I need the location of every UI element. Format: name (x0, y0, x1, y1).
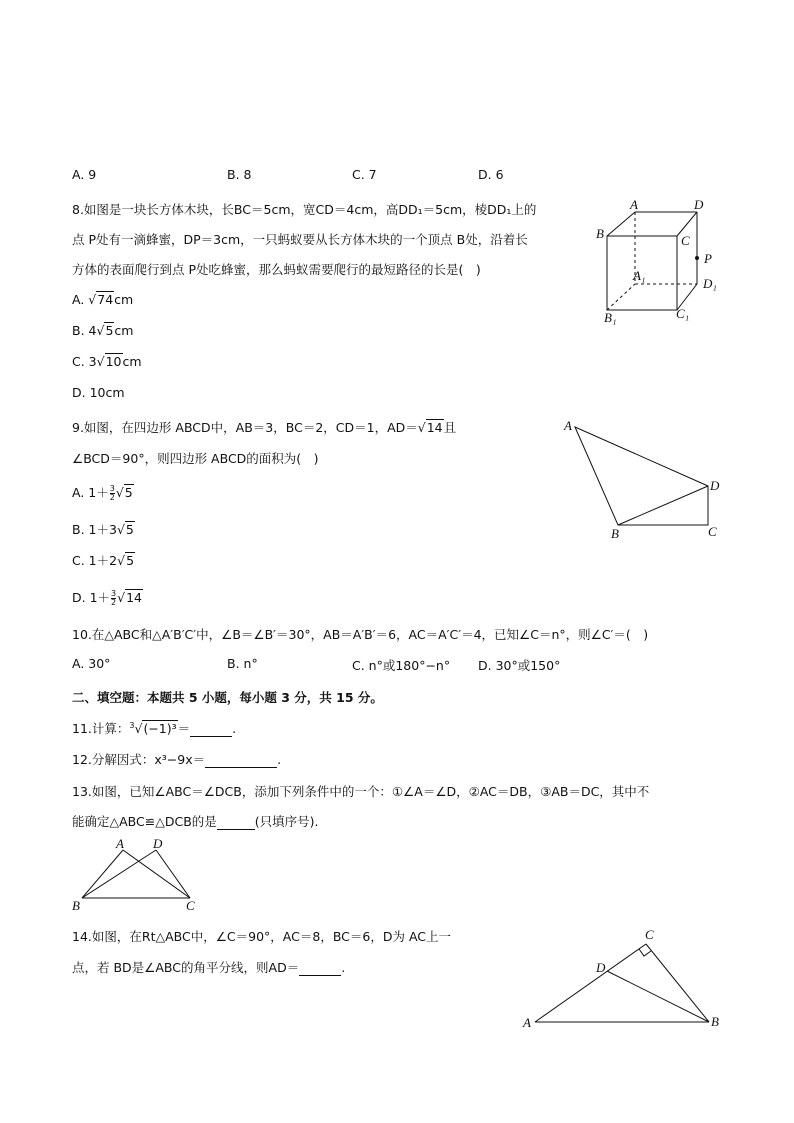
q13-line2: 能确定△ABC≌△DCB的是 (只填序号). (72, 814, 319, 829)
label-B: B (611, 526, 619, 541)
q8-line2: 点 P处有一滴蜂蜜，DP＝3cm，一只蚂蚁要从长方体木块的一个顶点 B处，沿着长 (72, 232, 528, 247)
label-D: D (694, 197, 704, 212)
right-angle-mark (639, 949, 651, 956)
q8-option-c: C. 3√10cm (72, 354, 142, 369)
q7-option-a: A. 9 (72, 167, 97, 182)
q10-stem: 10.在△ABC和△A′B′C′中，∠B＝∠B′＝30°，AB＝A′B′＝6，AC＝A′C′＝4，已知∠C＝n°，则∠C′＝( ) (72, 627, 649, 642)
label-D1: D₁ (703, 276, 717, 291)
label-D: D (596, 960, 606, 975)
q14-answer-blank[interactable] (299, 963, 341, 976)
seg-CB (646, 944, 709, 1022)
q13-answer-blank[interactable] (217, 817, 255, 830)
label-A: A (523, 1015, 531, 1030)
hidden-A1B1 (607, 284, 635, 310)
q9-option-d: D. 1＋ $\frac{3}{2}$ √14 (72, 589, 142, 607)
label-A: A (630, 197, 638, 212)
q7-option-b: B. 8 (227, 167, 252, 182)
q8-cuboid-figure (590, 198, 730, 328)
q7-option-d: D. 6 (478, 167, 504, 182)
q8-line3: 方体的表面爬行到点 P处吃蜂蜜，那么蚂蚁需要爬行的最短路径的长是( ) (72, 262, 481, 277)
quad-ABCD (575, 427, 708, 525)
q14-right-triangle-figure (515, 925, 730, 1035)
label-C: C (708, 524, 717, 539)
seg-BD (607, 971, 709, 1022)
label-B: B (72, 898, 80, 913)
seg-AC (123, 850, 190, 898)
q10-option-c: C. n°或180°−n° (352, 658, 451, 673)
label-C1: C₁ (676, 306, 690, 321)
q10-option-d: D. 30°或150° (478, 658, 561, 673)
label-C: C (645, 927, 654, 942)
q13-triangles-figure (68, 836, 208, 911)
seg-BA (82, 850, 123, 898)
q10-option-b: B. n° (227, 656, 258, 671)
q9-option-b: B. 1＋3√5 (72, 522, 134, 537)
q9-line2: ∠BCD＝90°，则四边形 ABCD的面积为( ) (72, 451, 319, 466)
q11-answer-blank[interactable] (190, 724, 232, 737)
label-B: B (711, 1014, 719, 1029)
q9-option-c: C. 1＋2√5 (72, 553, 135, 568)
q12: 12.分解因式：x³−9x＝ . (72, 752, 282, 767)
section-heading: 二、填空题：本题共 5 小题，每小题 3 分，共 15 分。 (72, 690, 383, 705)
q9-quadrilateral-figure (560, 418, 730, 543)
seg-BD (82, 850, 156, 898)
q8-option-b: B. 4√5cm (72, 323, 134, 338)
label-A: A (116, 836, 124, 851)
point-P (695, 256, 699, 260)
label-D: D (153, 836, 163, 851)
label-C: C (681, 233, 690, 248)
q14-line2: 点，若 BD是∠ABC的角平分线，则AD＝ . (72, 960, 346, 975)
edge-BA (607, 212, 635, 236)
diag-BD (618, 486, 708, 525)
q8-option-d: D. 10cm (72, 385, 125, 400)
label-A1: A₁ (633, 268, 646, 283)
q8-line1: 8.如图是一块长方体木块，长BC＝5cm，宽CD＝4cm，高DD₁＝5cm，棱DD₁上的 (72, 202, 537, 217)
q7-option-c: C. 7 (352, 167, 377, 182)
q10-option-a: A. 30° (72, 656, 111, 671)
q8-option-a: A. √74cm (72, 292, 134, 307)
label-B: B (596, 226, 604, 241)
label-A: A (564, 418, 572, 433)
label-C: C (186, 898, 195, 913)
seg-DC (156, 850, 190, 898)
q12-answer-blank[interactable] (205, 755, 277, 768)
label-D: D (710, 478, 720, 493)
label-P: P (704, 251, 712, 266)
seg-AC (535, 944, 646, 1022)
q9-option-a: A. 1＋ $\frac{3}{2}$ √5 (72, 484, 133, 502)
q13-line1: 13.如图，已知∠ABC＝∠DCB，添加下列条件中的一个：①∠A＝∠D，②AC＝DB，③AB＝DC，其中不 (72, 784, 650, 799)
label-B1: B₁ (604, 310, 617, 325)
q14-line1: 14.如图，在Rt△ABC中，∠C＝90°，AC＝8，BC＝6，D为 AC上一 (72, 929, 452, 944)
q9-line1: 9.如图，在四边形 ABCD中，AB＝3，BC＝2，CD＝1，AD＝√14且 (72, 420, 457, 435)
q11: 11.计算：$^3$√(−1)³＝ . (72, 720, 237, 736)
